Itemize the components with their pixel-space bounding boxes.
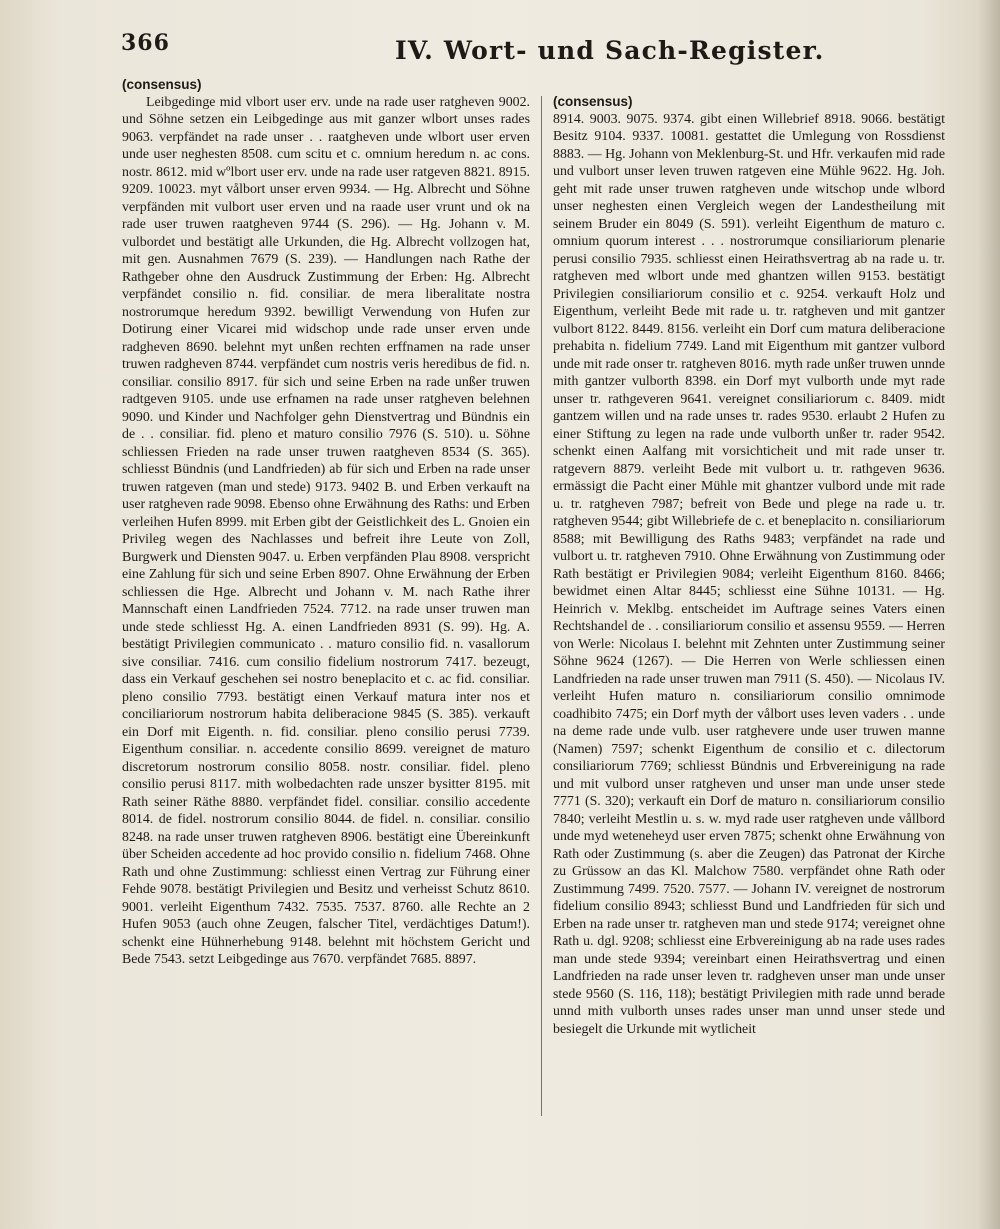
right-column-heading: (consensus) — [553, 94, 633, 109]
page-edge-shadow — [978, 0, 1000, 1229]
left-column — [122, 76, 530, 969]
left-column-text: Leibgedinge mid vlbort user erv. unde na rade user ratgheven 9002. und Söhne setzen ein Leibgedinge aus mit ganzer wlbort unses rades 9063. verpfändet na rade unser . . raatgheven unde wlbort user erven unde user neghesten 8508. cum scitu et c. omnium heredum n. ac cons. nostr. 8612. mid wºlbort user erv. unde na rade user ratgeven 8821. 8915. 9209. 10023. myt vålbort unser erven 9934. — Hg. Albrecht und Söhne verpfänden mit vulbort user erven und na raade user vrunt und ok na rade user truwen raatgheven 9744 (S. 296). — Hg. Johann v. M. vulbordet und bestätigt alle Urkunden, die Hg. Albrecht vollzogen hat, mit gen. Ausnahmen 7679 (S. 239). — Handlungen nach Rathe der Rathgeber ohne den Ausdruck Zustimmung der Erben: Hg. Albrecht verpfändet consilio n. fid. consiliar. de mera liberalitate nostra nostrorumque heredum 9392. bewilligt Verwendung von Hufen zur Dotirung einer Vicarei mid widschop unde rade unser erven unde radgheven 8690. belehnt myt unßen rechten erffnamen na rade unser truwen radgheven 8744. verpfändet cum nostris veris heredibus de fid. n. consiliar. consilio 8917. für sich und seine Erben na rade unßer truwen radtgeven 9105. unde use erfnamen na rade unser ratgheven belehnen 9090. und Kinder und Nachfolger gehn Dienstvertrag und Bündnis ein de . . consiliar. fid. pleno et maturo consilio 7976 (S. 510). u. Söhne schliessen Frieden na rade unser truwen raatgheven 8534 (S. 365). schliesst Bündnis (und Landfrieden) ab für sich und Erben na rade unser truwen ratgeven (man und stede) 9173. 9402 B. und Erben verkauft na user ratgheven rade 9098. Ebenso ohne Erwähnung des Raths: und Erben verleihen Hufen 8999. mit Erben gibt der Geistlichkeit des L. Gnoien ein Privileg wegen des Nachlasses und befreit ihre Leute von Zoll, Burgwerk und Diensten 9047. u. Erben verpfänden Plau 8908. verspricht eine Zahlung für sich und seine Erben 8907. Ohne Erwähnung der Erben schliessen die Hge. Albrecht und Johann v. M. nach Rathe ihrer Mannschaft einen Landfrieden 7524. 7712. na rade unser truwen man unde stede schliesst Hg. A. einen Landfrieden 8931 (S. 99). Hg. A. bestätigt Privilegien communicato . . maturo consilio fid. n. vasallorum sive consiliar. 7416. cum consilio fidelium nostrorum 7417. bezeugt, dass ein Verkauf geschehen sei nostro beneplacito et c. ac fid. consiliar. pleno consilio 7793. bestätigt einen Verkauf matura inter nos et conciliariorum nostrorum habita deliberacione 9845 (S. 385). verkauft ein Dorf mit Eigenth. n. fid. consiliar. pleno consilio perusi 7739. Eigenthum consiliar. n. accedente consilio 8699. vereignet de maturo discretorum nostrorum consilio 8058. nostr. consiliar. fidel. pleno consilio perusi 8117. mith wolbedachten rade unszer bysitter 8195. mit Rath seiner Räthe 8880. verpfändet fidel. consiliar. consilio accedente 8014. de fidel. nostrorum consilio 8044. de fidel. n. consiliar. consilio 8248. na rade unser truwen ratgheven 8906. bestätigt eine Übereinkunft über Scheiden accedente ad hoc provido consilio n. fidelium 7468. Ohne Rath und ohne Zustimmung: schliesst einen Vertrag zur Führung einer Fehde 9078. bestätigt Privilegien und Besitz und verheisst Schutz 8610. 9001. verleiht Eigenthum 7432. 7535. 7537. 8760. alle Rechte an 2 Hufen 9053 (auch ohne Zeugen, falscher Titel, verdächtiges Datum!). schenkt eine Hühnerhebung 9148. belehnt mit höchstem Gericht und Bede 7543. setzt Leibgedinge aus 7670. verpfändet 7685. 8897. — [122, 94, 530, 967]
running-head: IV. Wort- und Sach-Register. — [395, 36, 825, 65]
right-column — [553, 93, 945, 1038]
left-column-heading: (consensus) — [122, 77, 202, 92]
right-column-text: 8914. 9003. 9075. 9374. gibt einen Willebrief 8918. 9066. bestätigt Besitz 9104. 9337. 10081. gestattet die Umlegung von Rossdienst 8883. — Hg. Johann von Meklenburg-St. und Hfr. verkaufen mid rade und vulbort unser leven truwen ratgeven eine Mühle 9622. Hg. Joh. geht mit rade unser truwen ratgheven unde witschop unde wlbord unser neghesten einen Vergleich wegen der Landestheilung mit seinem Bruder ein 8049 (S. 591). verleiht Eigenthum de maturo c. omnium quorum interest . . . nostrorumque consiliariorum plenarie perusi consilio 7935. schliesst einen Heirathsvertrag ab na rade u. tr. ratgheven med wlbort unde med ghantzen willen 9153. bestätigt Privilegien consiliariorum consilio et c. 9254. verkauft Holz und Eigenthum, verleiht Bede mit rade u. tr. ratgheven und mit gantzer vulbort 8122. 8449. 8156. verleiht ein Dorf cum matura deliberacione prehabita n. fidelium 7749. Land mit Eigenthum mit gantzer vulbord unde mit rade onser tr. ratgheven 8016. myth rade unßer truwen unnde mith gantzer vulborth 8398. ein Dorf myt vulborth unde myt rade unser tr. rathgeveren 9641. vereignet consiliariorum c. 8409. midt gantzem willen und na rade unses tr. rades 9530. erlaubt 2 Hufen zu einer Stiftung zu legen na rade unde vulborth unßer tr. rader 9542. schenkt einen Aalfang mit vorsichticheit und mit rade unser tr. ratgevern 8879. verleiht Bede mit vulbort u. tr. rathgeven 9636. ermässigt die Pacht einer Mühle mit ghantzer vulbord unde mit rade u. tr. ratgheven 7987; befreit von Bede und plege na rade u. tr. ratgheven 9544; gibt Willebriefe de c. et beneplacito n. consiliariorum 8588; mit Bewilligung des Raths 9483; verpfändet na rade und vulbort u. tr. ratgheven 7910. Ohne Erwähnung von Zustimmung oder Rath bestätigt er Privilegien 9084; verleiht Eigenthum 8160. 8466; bewidmet einen Altar 8445; schliesst eine Sühne 10131. — Hg. Heinrich v. Meklbg. entscheidet im Auftrage seines Vaters einen Rechtshandel de . . consiliariorum consilio et assensu 9559. — Herren von Werle: Nicolaus I. belehnt mit Zehnten unter Zustimmung seiner Söhne 9624 (1267). — Die Herren von Werle schliessen einen Landfrieden na rade unser truwen man 7911 (S. 450). — Nicolaus IV. verleiht Hufen maturo n. consiliariorum consilio omnimode coadhibito 7475; ein Dorf myth der vålbort uses leven vaders . . unde na deme rade unde vulb. user ratghevere unde user truwen manne (Namen) 7597; schenkt Eigenthum de consilio et c. dilectorum consiliariorum 7769; schliesst Bündnis und Erbvereinigung na rade und mit vulbord unser ratgheven und unser man unde unser stede 7771 (S. 320); verkauft ein Dorf de maturo n. consiliariorum consilio 7840; verleiht Mestlin u. s. w. myd rade user ratgheven unde vållbord unde myd weteneheyd user erven 7875; schenkt ohne Erwähnung von Rath oder Zustimmung (s. aber die Zeugen) das Patronat der Kirche zu Grüssow an das Kl. Malchow 7580. verpfändet ohne Rath oder Zustimmung 7499. 7520. 7577. — Johann IV. vereignet de nostrorum fidelium consilio 8943; schliesst Bund und Landfrieden für sich und Erben na rade unser tr. ratgheven man und stede 9174; vereignet ohne Rath u. dgl. 9208; schliesst eine Erbvereinigung ab na rade uses rades man unde stede 9394; vereinbart einen Heirathsvertrag und einen Landfrieden na rade unser leven tr. radgheven unser man unde unser stede 9560 (S. 116, 118); bestätigt Privilegien mith rade unnd berade unnd mith vulborth unses rades unser man unnd unser stede und besiegelt die Urkunde mit wytlicheit — [553, 111, 945, 1037]
page-number: 366 — [121, 30, 170, 56]
column-divider — [541, 96, 542, 1116]
